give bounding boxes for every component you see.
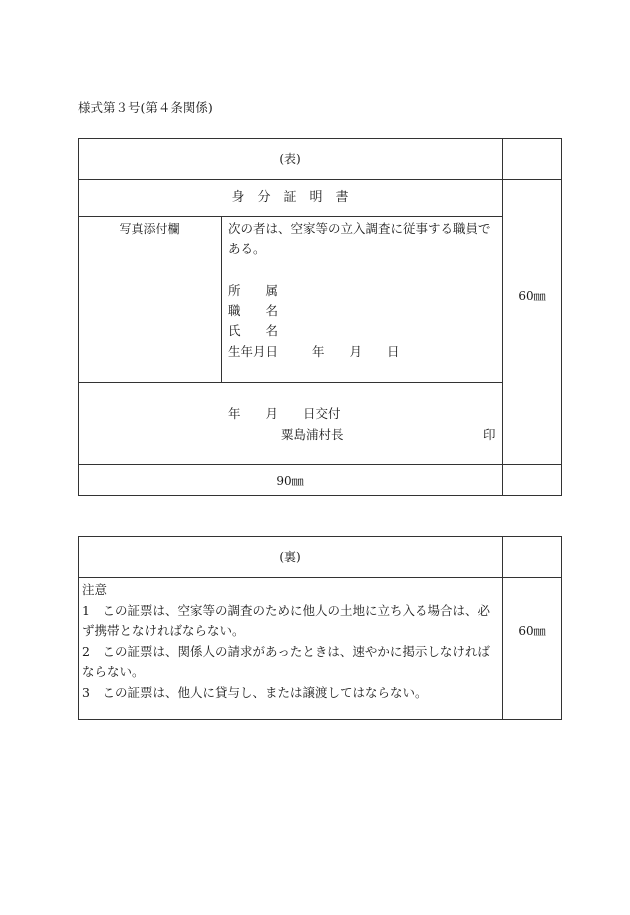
note-item: 3 この証票は、他人に貸与し、または譲渡してはならない。: [82, 684, 428, 700]
field-value: 年 月 日: [312, 344, 400, 359]
seal-mark: 印: [483, 427, 496, 442]
width-label: 90㎜: [276, 474, 304, 488]
note-item: 2 この証票は、関係人の請求があったときは、速やかに掲示しなければならない。: [82, 643, 490, 679]
field-label: 生年月日: [228, 344, 279, 359]
front-side-label: (表): [279, 152, 301, 166]
note-item: 1 この証票は、空家等の調査のために他人の土地に立ち入る場合は、必ず携帯となければならない。: [82, 602, 490, 638]
height-label: 60㎜: [518, 289, 546, 303]
back-height-label: 60㎜: [518, 624, 546, 638]
notes-title: 注意: [82, 582, 108, 597]
issuer: 粟島浦村長: [281, 427, 344, 442]
field-label: 氏 名: [228, 323, 279, 338]
field-label: 職 名: [228, 303, 279, 318]
back-side-label: (裏): [279, 550, 301, 564]
form-number: 様式第３号(第４条関係): [78, 100, 213, 115]
field-label: 所 属: [228, 283, 279, 298]
statement: 次の者は、空家等の立入調査に従事する職員である。: [228, 221, 491, 256]
card-title: 身 分 証 明 書: [231, 190, 349, 205]
photo-label: 写真添付欄: [119, 222, 180, 236]
notes-block: [82, 580, 500, 703]
issue-date: 年 月 日交付: [228, 406, 341, 421]
